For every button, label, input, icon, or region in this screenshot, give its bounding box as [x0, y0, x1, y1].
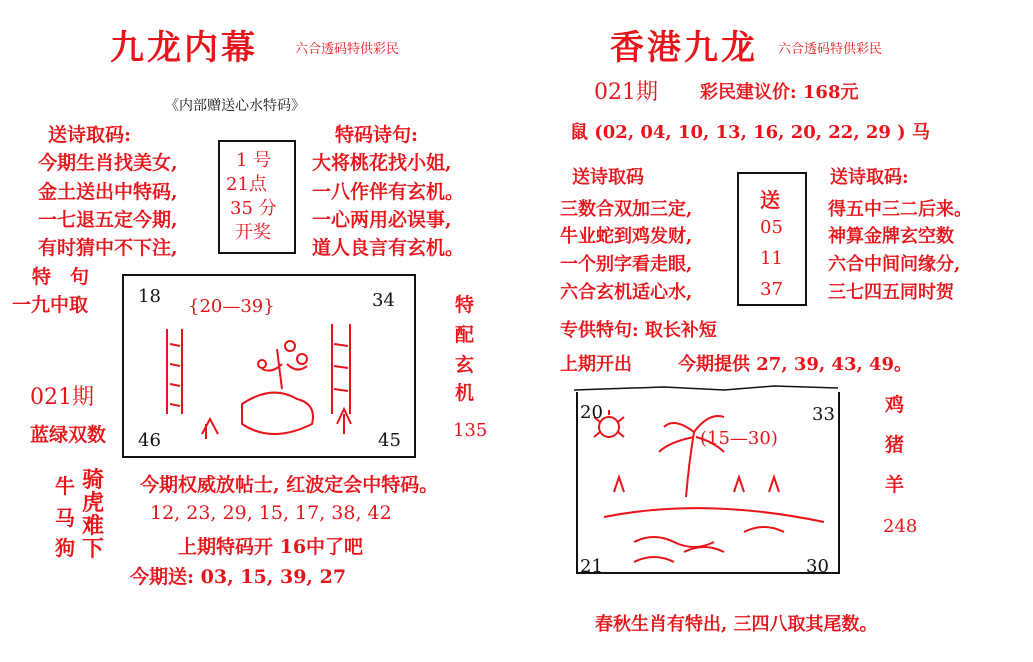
left-animal: 牛 — [55, 474, 75, 498]
left-gift-line: 《内部赠送心水特码》 — [165, 98, 305, 114]
left-phrase-char: 骑 — [82, 467, 105, 493]
left-special-line: 一九中取 — [12, 294, 89, 316]
left-poem-line: 有时猜中不下注, — [38, 237, 178, 259]
left-corner-number: 34 — [372, 290, 395, 311]
right-poem-line: 神算金牌玄空数 — [828, 226, 954, 247]
right-poem-head: 送诗取码 — [572, 167, 644, 188]
right-issue: 021期 — [594, 80, 658, 105]
right-box-line: 37 — [760, 279, 783, 300]
right-poem-line: 三数合双加三定, — [560, 199, 693, 220]
right-corner-number: 21 — [580, 556, 603, 577]
right-box-line: 送 — [760, 188, 780, 212]
left-last-open: 上期特码开 16中了吧 — [178, 536, 364, 558]
left-box-line: 35 分 — [230, 198, 277, 219]
right-poem-head: 送诗取码: — [830, 167, 909, 188]
left-corner-number: 45 — [378, 430, 401, 451]
left-corner-number: 18 — [138, 286, 161, 307]
right-side-char: 鸡 — [885, 394, 905, 416]
left-corner-number: 46 — [138, 430, 161, 451]
left-verse-line: 一八作伴有玄机。 — [312, 181, 465, 203]
left-poem-line: 金土送出中特码, — [38, 181, 178, 203]
left-side-char: 特 — [455, 294, 475, 316]
right-box-line: 11 — [760, 248, 783, 269]
right-footer: 春秋生肖有特出, 三四八取其尾数。 — [595, 614, 878, 635]
right-side-char: 猪 — [885, 434, 905, 456]
right-offer: 今期提供 27, 39, 43, 49。 — [678, 354, 913, 375]
right-side-char: 羊 — [885, 474, 905, 496]
left-claim: 今期权威放帖士, 红波定会中特码。 — [140, 474, 439, 496]
left-color-line: 蓝绿双数 — [30, 424, 107, 446]
left-verse-line: 大将桃花找小姐, — [312, 152, 452, 174]
left-verse-head: 特码诗句: — [335, 124, 419, 146]
left-poem-head: 送诗取码: — [48, 124, 132, 146]
left-title: 九龙内幕 — [110, 28, 258, 68]
right-corner-number: 33 — [812, 404, 835, 425]
right-doodle-illustration — [574, 382, 840, 576]
right-special: 专供特句: 取长补短 — [560, 320, 717, 341]
right-range-note: (15—30) — [700, 428, 778, 449]
right-poem-line: 六合中间问缘分, — [828, 254, 961, 275]
right-side-number: 248 — [883, 516, 918, 537]
left-animal: 狗 — [55, 536, 75, 560]
right-price: 彩民建议价: 168元 — [700, 82, 859, 103]
left-box-line: 1 号 — [236, 150, 272, 171]
left-box-line: 21点 — [226, 174, 267, 195]
right-corner-number: 20 — [580, 402, 603, 423]
right-poem-line: 牛业蛇到鸡发财, — [560, 226, 693, 247]
left-side-number: 135 — [453, 420, 488, 441]
left-send-line: 今期送: 03, 15, 39, 27 — [130, 566, 347, 588]
right-poem-line: 六合玄机适心水, — [560, 282, 693, 303]
left-box-line: 开奖 — [235, 222, 271, 243]
left-poem-line: 今期生肖找美女, — [38, 152, 178, 174]
right-title: 香港九龙 — [610, 28, 758, 68]
right-last-open: 上期开出 — [560, 354, 632, 375]
left-side-char: 玄 — [455, 354, 475, 376]
right-subtitle: 六合透码特供彩民 — [778, 42, 883, 57]
left-side-char: 机 — [455, 382, 475, 404]
left-phrase-char: 虎 — [82, 490, 105, 516]
left-animal: 马 — [55, 506, 75, 530]
right-poem-line: 一个别字看走眼, — [560, 254, 693, 275]
right-poem-line: 三七四五同时贺 — [828, 282, 954, 303]
left-verse-line: 一心两用必误事, — [312, 209, 452, 231]
left-subtitle: 六合透码特供彩民 — [295, 42, 400, 57]
left-special-head: 特 句 — [32, 266, 90, 288]
left-verse-line: 道人良言有玄机。 — [312, 237, 465, 259]
right-corner-number: 30 — [806, 556, 829, 577]
left-side-char: 配 — [455, 324, 475, 346]
left-phrase-char: 难 — [82, 513, 105, 539]
left-numbers: 12, 23, 29, 15, 17, 38, 42 — [150, 502, 392, 524]
left-range-note: {20—39} — [188, 296, 275, 317]
left-issue: 021期 — [30, 385, 94, 410]
left-phrase-char: 下 — [82, 536, 105, 562]
right-poem-line: 得五中三二后来。 — [828, 199, 972, 220]
left-poem-line: 一七退五定今期, — [38, 209, 178, 231]
right-box-line: 05 — [760, 217, 783, 238]
right-rat-line: 鼠 (02, 04, 10, 13, 16, 20, 22, 29 ) 马 — [570, 122, 930, 143]
